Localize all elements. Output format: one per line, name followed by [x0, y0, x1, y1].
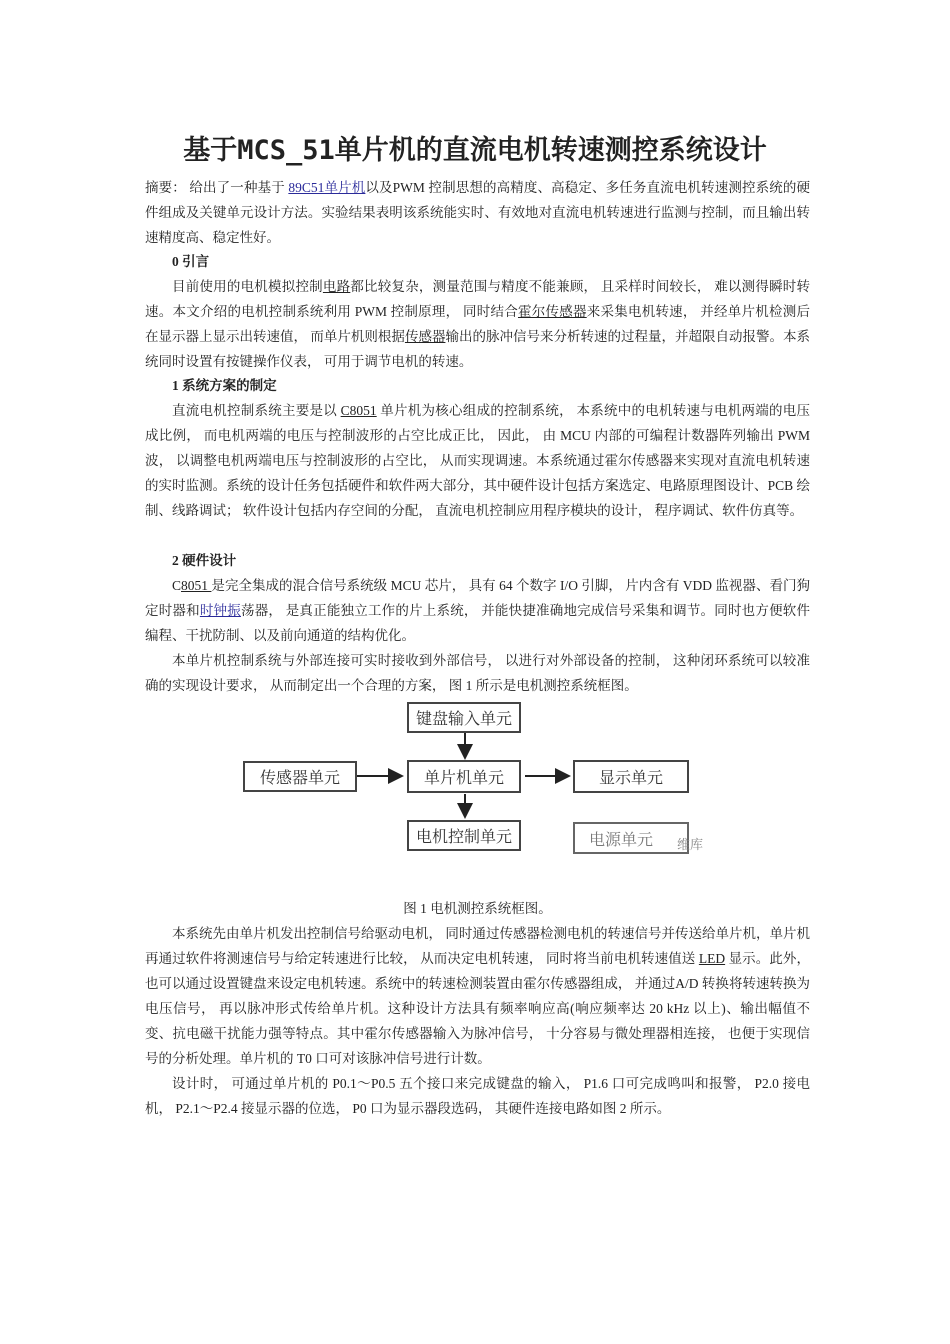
keyword-c8051[interactable]: C8051 [340, 403, 377, 418]
pin-assignment-paragraph: 设计时， 可通过单片机的 P0.1～P0.5 五个接口来完成键盘的输入， P1.6 口可完成鸣叫和报警， P2.0 接电机， P2.1～P2.4 接显示器的位选， P0 口为显示器段选码， 其硬件连接电路如图 2 所示。 [145, 1076, 810, 1116]
keyword-sensor[interactable]: 传感器 [404, 329, 446, 344]
keyword-led[interactable]: LED [698, 951, 726, 966]
heading-system-scheme: 1 系统方案的制定 [172, 378, 277, 393]
hardware-paragraph-1: C8051 是完全集成的混合信号系统级 MCU 芯片， 具有 64 个数字 I/O 引脚， 片内含有 VDD 监视器、看门狗定时器和时钟振荡器， 是真正能独立工作的片上系统， 并能快捷准确地完成信号采集和调节。同时也方便软件编程、干扰防制、以及前向通道的结构优化。 [145, 578, 811, 643]
keyword-hall-sensor[interactable]: 霍尔传感器 [517, 304, 587, 319]
link-89c51[interactable]: 89C51单片机 [288, 180, 366, 195]
link-clock-oscillator[interactable]: 时钟振 [199, 603, 241, 618]
document-title: 基于MCS_51单片机的直流电机转速测控系统设计 [183, 135, 767, 166]
watermark: 维库 [677, 838, 704, 853]
keyword-8051[interactable]: 8051 [181, 578, 212, 593]
heading-hardware-design: 2 硬件设计 [172, 553, 237, 568]
system-flow-paragraph: 本系统先由单片机发出控制信号给驱动电机， 同时通过传感器检测电机的转速信号并传送给单片机，单片机再通过软件将测速信号与给定转速进行比较， 从而决定电机转速， 同时将当前电机转速值送 LED 显示。此外， 也可以通过设置键盘来设定电机转速。系统中的转速检测装置由霍尔传感器组成， 并通过A/D 转换将转速转换为电压信号， 再以脉冲形式传给单片机。这种设计方法具有频率响应高(响应频率达 20 kHz 以上)、输出幅值不变、抗电磁干扰能力强等特点。其中霍尔传感器输入为脉冲信号， 十分容易与微处理器相连接， 也便于实现信号的分析处理。单片机的 T0 口可对该脉冲信号进行计数。 [145, 926, 811, 1066]
abstract-paragraph: 摘要： 给出了一种基于 89C51单片机以及PWM 控制思想的高精度、高稳定、多任务直流电机转速测控系统的硬件组成及关键单元设计方法。实验结果表明该系统能实时、有效地对直流电机转速进行监测与控制，而且输出转速精度高、稳定性好。 [145, 180, 811, 245]
scheme-paragraph: 直流电机控制系统主要是以 C8051 单片机为核心组成的控制系统， 本系统中的电机转速与电机两端的电压成比例， 而电机两端的电压与控制波形的占空比成正比， 因此， 由 MCU 内部的可编程计数器阵列输出 PWM 波， 以调整电机两端电压与控制波形的占空比， 从而实现调速。本系统通过霍尔传感器来实现对直流电机转速的实时监测。系统的设计任务包括硬件和软件两大部分，其中硬件设计包括方案选定、电路原理图设计、PCB 绘制、线路调试； 软件设计包括内存空间的分配， 直流电机控制应用程序模块的设计， 程序调试、软件仿真等。 [145, 403, 810, 518]
figure-caption: 图 1 电机测控系统框图。 [403, 901, 552, 916]
intro-paragraph: 目前使用的电机模拟控制电路都比较复杂，测量范围与精度不能兼顾， 且采样时间较长， 难以测得瞬时转速。本文介绍的电机控制系统利用 PWM 控制原理， 同时结合霍尔传感器来采集电机转速， 并经单片机检测后在显示器上显示出转速值， 而单片机则根据传感器输出的脉冲信号来分析转速的过程量，并超限自动报警。本系统同时设置有按键操作仪表， 可用于调节电机的转速。 [145, 279, 811, 369]
box-display: 显示单元 [573, 760, 689, 793]
box-mcu: 单片机单元 [407, 760, 521, 793]
heading-introduction: 0 引言 [172, 254, 210, 269]
box-motor-control: 电机控制单元 [407, 820, 521, 851]
box-sensor: 传感器单元 [243, 761, 357, 792]
box-keyboard-input: 键盘输入单元 [407, 702, 521, 733]
block-diagram [145, 698, 815, 868]
abstract-label: 摘要： [145, 180, 186, 195]
box-power: 电源单元 [573, 822, 689, 854]
hardware-paragraph-2: 本单片机控制系统与外部连接可实时接收到外部信号， 以进行对外部设备的控制， 这种闭环系统可以较准确的实现设计要求， 从而制定出一个合理的方案， 图 1 所示是电机测控系统框图。 [145, 653, 810, 693]
keyword-circuit[interactable]: 电路 [322, 279, 351, 294]
